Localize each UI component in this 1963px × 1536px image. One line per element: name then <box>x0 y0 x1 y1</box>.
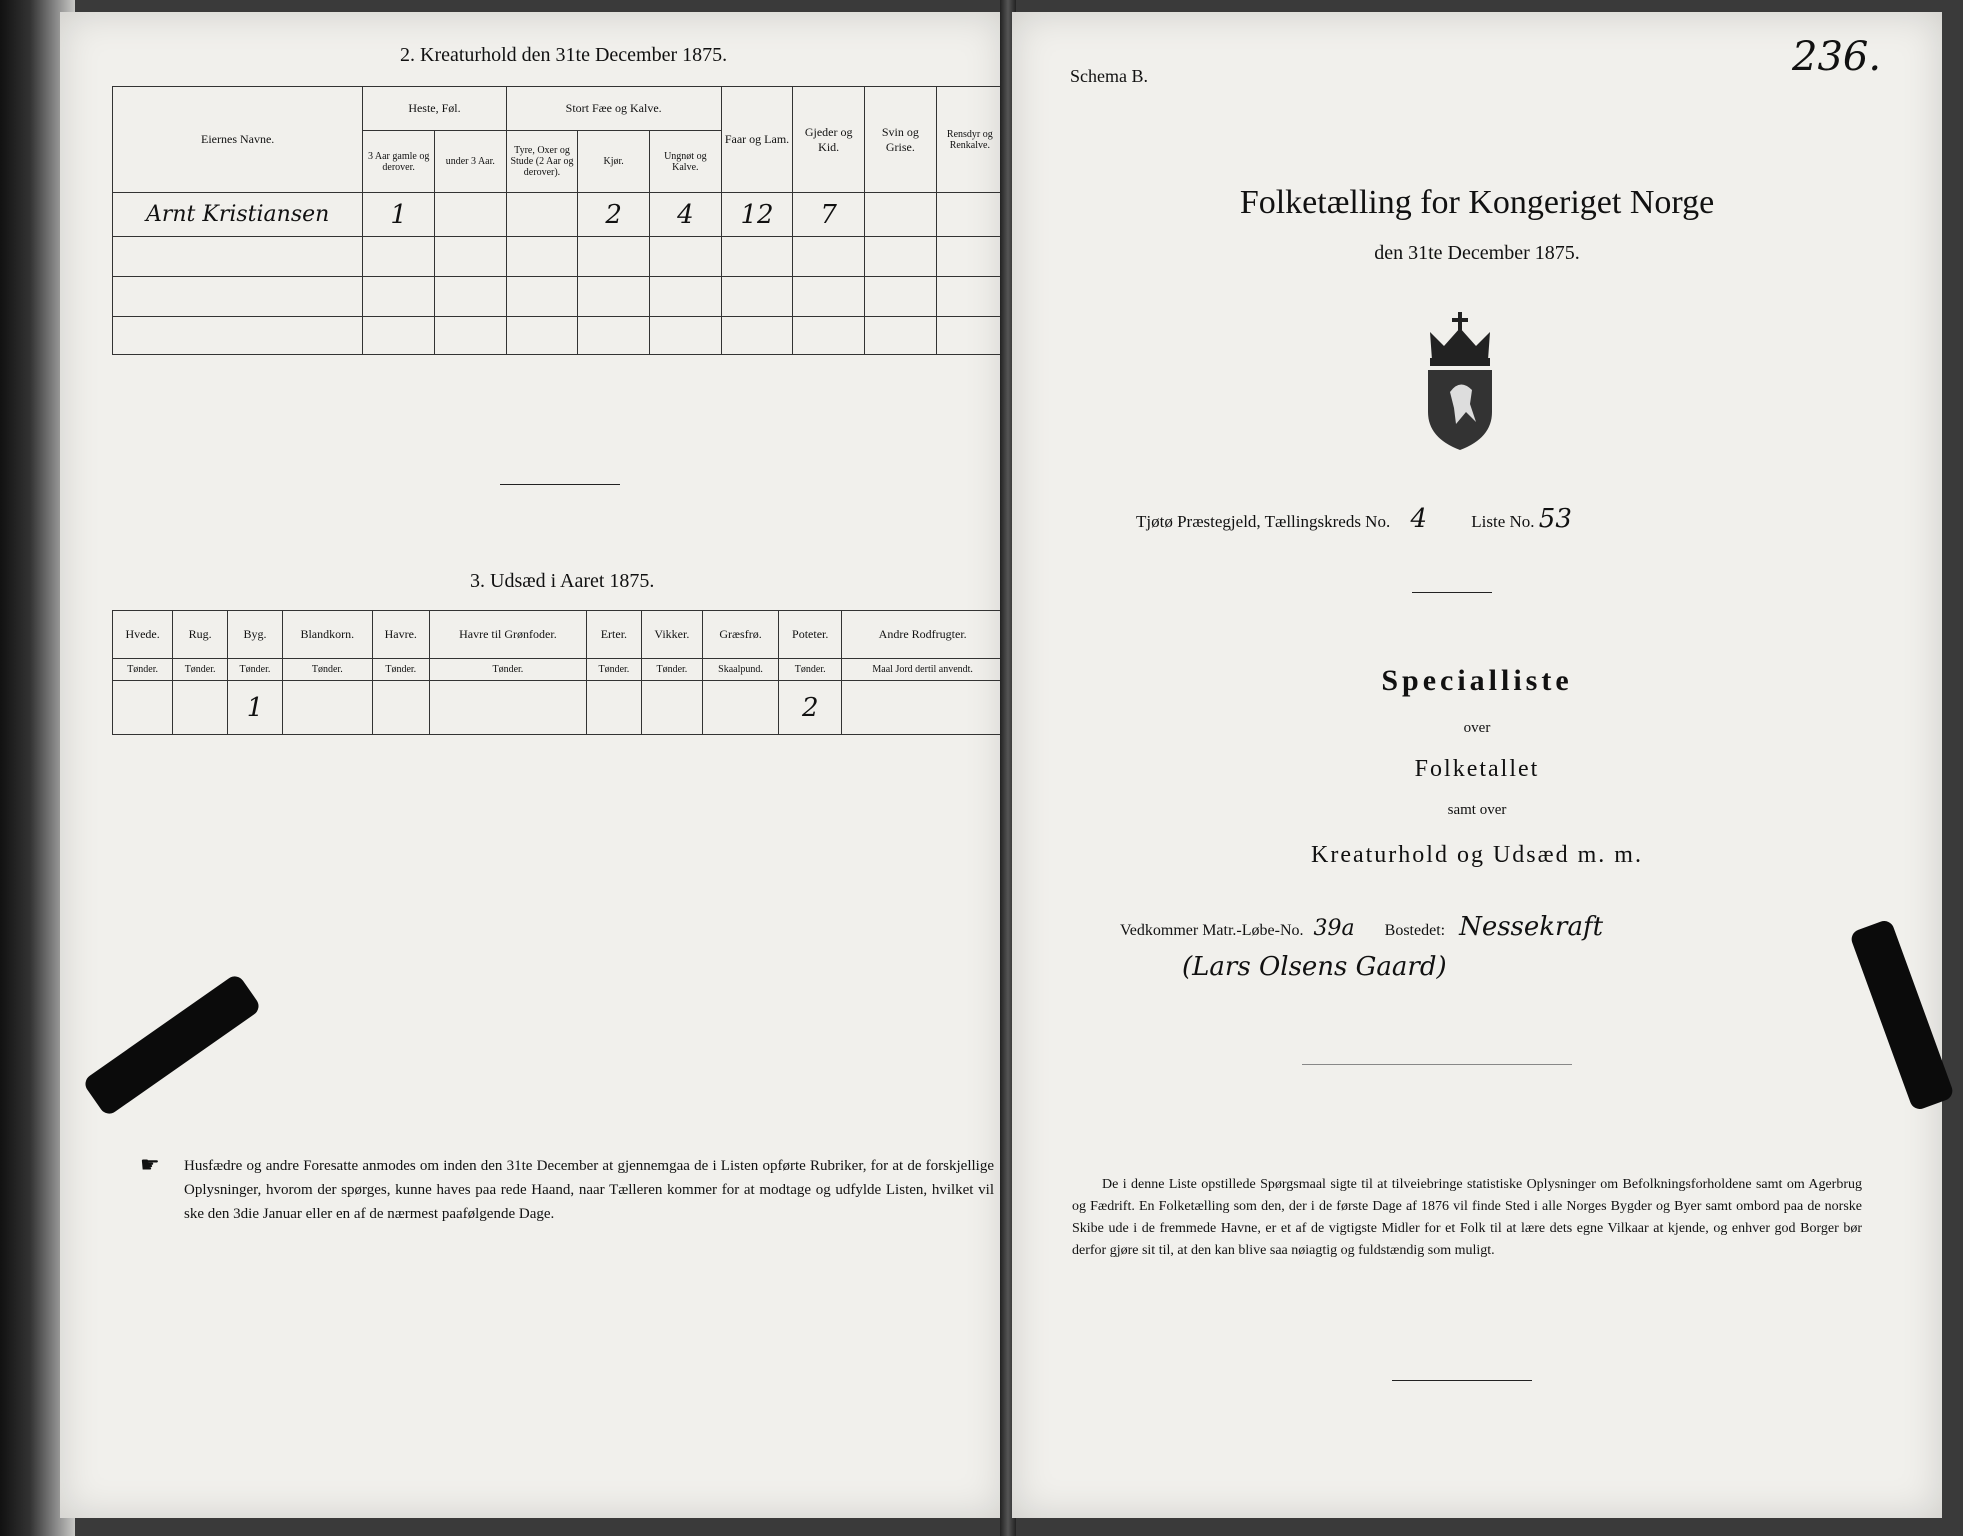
date-line: den 31te December 1875. <box>1374 242 1580 264</box>
crop-value <box>372 681 429 735</box>
samt-over: samt over <box>1447 802 1507 818</box>
young-cattle-value: 4 <box>650 193 722 237</box>
crop-header: Rug. <box>173 611 228 659</box>
col-horses-b: under 3 Aar. <box>434 131 506 193</box>
col-goats: Gjeder og Kid. <box>793 87 865 193</box>
crop-unit: Tønder. <box>113 659 173 681</box>
crop-unit: Tønder. <box>779 659 842 681</box>
crop-unit: Skaalpund. <box>702 659 778 681</box>
crop-unit: Tønder. <box>586 659 641 681</box>
parish-label: Tjøtø Præstegjeld, Tællingskreds No. <box>1136 512 1391 531</box>
crop-value: 1 <box>228 681 283 735</box>
crop-unit: Maal Jord dertil anvendt. <box>842 659 1004 681</box>
crop-header: Vikker. <box>641 611 702 659</box>
cows-value: 2 <box>578 193 650 237</box>
pointing-hand-icon: ☛ <box>140 1152 160 1177</box>
schema-label: Schema B. <box>1070 66 1148 86</box>
crop-unit: Tønder. <box>282 659 372 681</box>
crops-table <box>112 610 1004 735</box>
matr-no: 39a <box>1313 916 1355 941</box>
crop-header: Andre Rodfrugter. <box>842 611 1004 659</box>
col-pigs: Svin og Grise. <box>865 87 937 193</box>
bosted-note: (Lars Olsens Gaard) <box>1182 952 1447 982</box>
crop-unit: Tønder. <box>641 659 702 681</box>
notice-text: Husfædre og andre Foresatte anmodes om inden den 31te December at gjennemgaa de i Listen opførte Rubriker, for at de forskjellige Oplysninger, hvorom der spørges, kunne haves paa rede Haand, naar Tælleren kommer for at modtage og udfylde Listen, hvilket vil ske den 3die Januar eller en af de nærmest paafølgende Dage. <box>184 1158 994 1222</box>
crop-header: Havre til Grønfoder. <box>429 611 586 659</box>
left-page <box>60 12 1005 1518</box>
col-cattle-a: Tyre, Oxer og Stude (2 Aar og derover). <box>506 131 578 193</box>
crop-header: Blandkorn. <box>282 611 372 659</box>
section2-title: 2. Kreaturhold den 31te December 1875. <box>400 44 728 66</box>
col-cattle-b: Kjør. <box>578 131 650 193</box>
list-label: Liste No. <box>1471 512 1535 531</box>
col-cattle: Stort Fæe og Kalve. <box>506 87 721 131</box>
crop-unit: Tønder. <box>372 659 429 681</box>
bosted-value: Nessekraft <box>1459 912 1604 942</box>
crop-value <box>586 681 641 735</box>
section3-title: 3. Udsæd i Aaret 1875. <box>470 570 655 592</box>
crop-value <box>641 681 702 735</box>
col-horses-a: 3 Aar gamle og derover. <box>363 131 435 193</box>
coat-of-arms-icon <box>1420 312 1500 452</box>
crop-value <box>842 681 1004 735</box>
crop-value: 2 <box>779 681 842 735</box>
col-horses: Heste, Føl. <box>363 87 506 131</box>
col-reindeer: Rensdyr og Renkalve. <box>936 87 1003 193</box>
crop-header: Erter. <box>586 611 641 659</box>
divider <box>1392 1380 1532 1381</box>
divider <box>1302 1064 1572 1065</box>
col-cattle-c: Ungnøt og Kalve. <box>650 131 722 193</box>
right-page <box>1012 12 1942 1518</box>
crop-value <box>282 681 372 735</box>
goats-value: 7 <box>793 193 865 237</box>
over-1: over <box>1463 720 1491 736</box>
crop-header: Hvede. <box>113 611 173 659</box>
divider <box>500 484 620 485</box>
crop-header: Græsfrø. <box>702 611 778 659</box>
crop-value <box>429 681 586 735</box>
owner-name: Arnt Kristiansen <box>113 193 363 237</box>
crop-value <box>113 681 173 735</box>
district-no: 4 <box>1410 504 1428 534</box>
kreaturhold-title: Kreaturhold og Udsæd m. m. <box>1311 842 1643 868</box>
page-number: 236. <box>1792 34 1882 80</box>
crop-header: Byg. <box>228 611 283 659</box>
main-title: Folketælling for Kongeriget Norge <box>1239 184 1715 221</box>
matr-label: Vedkommer Matr.-Løbe-No. <box>1120 922 1304 939</box>
livestock-table <box>112 86 1004 355</box>
col-owner: Eiernes Navne. <box>113 87 363 193</box>
bosted-label: Bostedet: <box>1384 922 1446 939</box>
sheep-value: 12 <box>721 193 793 237</box>
footer-text: De i denne Liste opstillede Spørgsmaal sigte til at tilveiebringe statistiske Oplysninger om Befolkningsforholdene samt om Agerbrug og Fædrift. En Folketælling som den, der i de første Dage af 1876 vil finde Sted i alle Norges Bygder og Byer samt ombord paa de norske Skibe ude i de fremmede Havne, er et af de vigtigste Midler for et Folk til at lære dets egne Vilkaar at kjende, og enhver god Borger bør derfor gjøre sit til, at den kan blive saa nøiagtig og fuldstændig som muligt. <box>1072 1177 1862 1258</box>
crop-header: Poteter. <box>779 611 842 659</box>
crop-unit: Tønder. <box>429 659 586 681</box>
crop-header: Havre. <box>372 611 429 659</box>
divider <box>1412 592 1492 593</box>
specialliste-title: Specialliste <box>1381 664 1573 697</box>
horses-a-value: 1 <box>363 193 435 237</box>
col-sheep: Faar og Lam. <box>721 87 793 193</box>
crop-value <box>173 681 228 735</box>
crop-value <box>702 681 778 735</box>
crop-unit: Tønder. <box>228 659 283 681</box>
list-no: 53 <box>1538 504 1572 534</box>
crop-unit: Tønder. <box>173 659 228 681</box>
folketallet: Folketallet <box>1414 756 1540 782</box>
